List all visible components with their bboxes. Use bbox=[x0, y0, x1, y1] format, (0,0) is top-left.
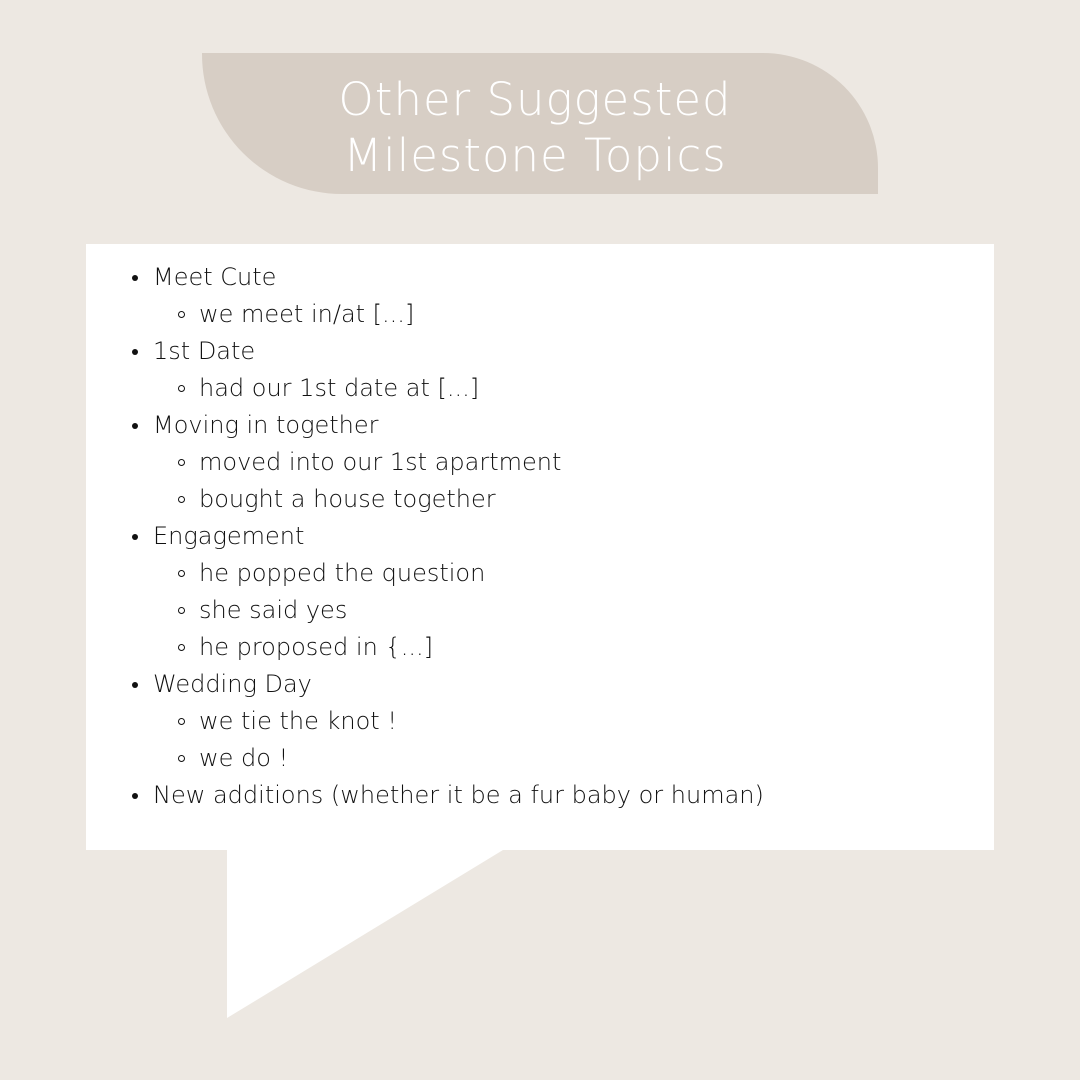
circle-bullet-icon bbox=[178, 570, 185, 577]
bullet-icon bbox=[132, 349, 138, 355]
subtopic-label: had our 1st date at [...] bbox=[199, 374, 480, 402]
topic-label: New additions (whether it be a fur baby or human) bbox=[153, 781, 764, 809]
subtopic-item bbox=[153, 703, 980, 740]
subtopic-item bbox=[153, 629, 980, 666]
circle-bullet-icon bbox=[178, 459, 185, 466]
subtopic-item bbox=[153, 370, 980, 407]
bullet-icon bbox=[132, 275, 138, 281]
circle-bullet-icon bbox=[178, 607, 185, 614]
topic-item bbox=[130, 777, 980, 814]
subtopic-item bbox=[153, 481, 980, 518]
topic-item bbox=[130, 407, 980, 518]
subtopic-item bbox=[153, 592, 980, 629]
title-line-2: Milestone Topics bbox=[343, 129, 727, 182]
title-line-1: Other Suggested bbox=[338, 73, 732, 126]
circle-bullet-icon bbox=[178, 311, 185, 318]
topic-label: Wedding Day bbox=[153, 670, 312, 698]
topic-item bbox=[130, 518, 980, 666]
subtopic-label: bought a house together bbox=[199, 485, 496, 513]
circle-bullet-icon bbox=[178, 718, 185, 725]
milestone-topic-list bbox=[130, 259, 980, 814]
subtopic-label: we meet in/at [...] bbox=[199, 300, 415, 328]
topic-item bbox=[130, 259, 980, 333]
circle-bullet-icon bbox=[178, 496, 185, 503]
subtopic-label: he proposed in {...] bbox=[199, 633, 433, 661]
subtopic-item bbox=[153, 444, 980, 481]
subtopic-item bbox=[153, 555, 980, 592]
circle-bullet-icon bbox=[178, 644, 185, 651]
topic-label: 1st Date bbox=[153, 337, 256, 365]
topic-label: Moving in together bbox=[153, 411, 379, 439]
subtopic-item bbox=[153, 740, 980, 777]
bullet-icon bbox=[132, 423, 138, 429]
topic-item bbox=[130, 666, 980, 777]
subtopic-label: moved into our 1st apartment bbox=[199, 448, 562, 476]
subtopic-label: he popped the question bbox=[199, 559, 486, 587]
topic-label: Meet Cute bbox=[153, 263, 277, 291]
topic-label: Engagement bbox=[153, 522, 305, 550]
circle-bullet-icon bbox=[178, 755, 185, 762]
subtopic-item bbox=[153, 296, 980, 333]
subtopic-label: she said yes bbox=[199, 596, 348, 624]
circle-bullet-icon bbox=[178, 385, 185, 392]
bullet-icon bbox=[132, 793, 138, 799]
bullet-icon bbox=[132, 682, 138, 688]
subtopic-label: we tie the knot ! bbox=[199, 707, 397, 735]
subtopic-label: we do ! bbox=[199, 744, 289, 772]
topic-item bbox=[130, 333, 980, 407]
bullet-icon bbox=[132, 534, 138, 540]
